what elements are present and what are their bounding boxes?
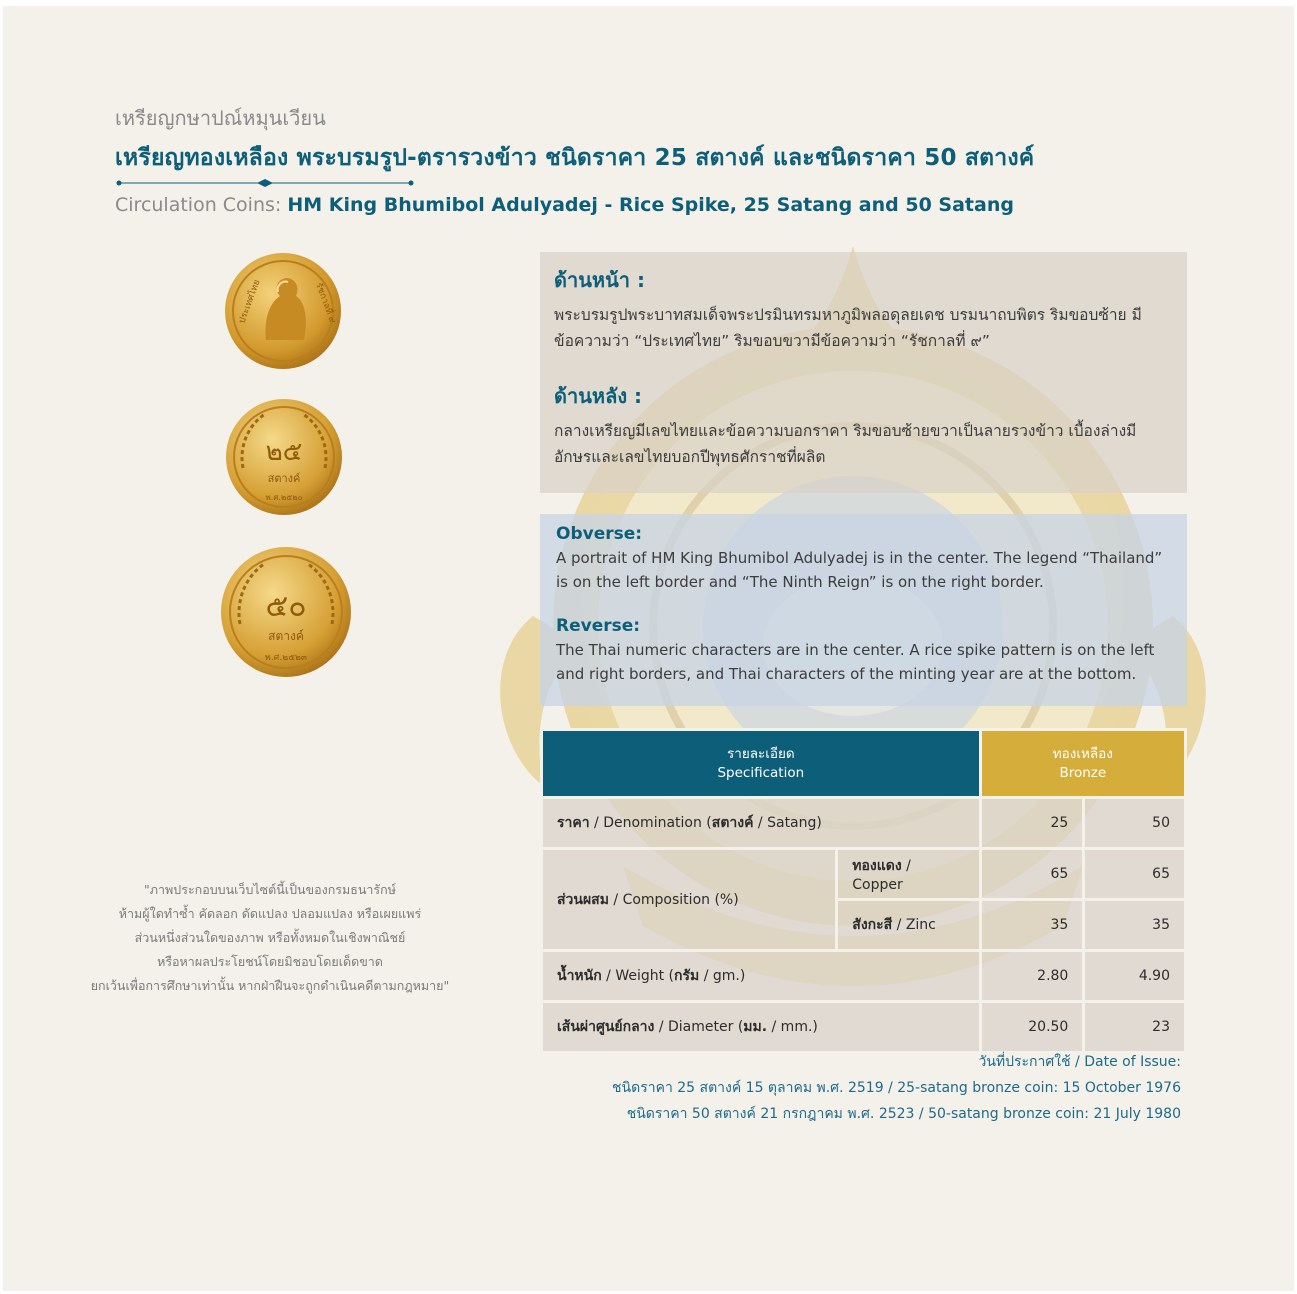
obverse-text-english: A portrait of HM King Bhumibol Adulyadej is in the center. The legend “Thailand” is on the left border and “The Ninth Reign” is on the right border. xyxy=(556,549,1163,591)
obverse-heading-english: Obverse: xyxy=(556,524,643,544)
weight-label: น้ำหนัก / Weight (กรัม / gm.) xyxy=(542,951,981,1002)
zinc-label: สังกะสี / Zinc xyxy=(837,900,980,951)
ornamental-divider xyxy=(115,178,415,188)
coin-50-satang-reverse-image xyxy=(220,546,352,678)
diameter-label: เส้นผ่าศูนย์กลาง / Diameter (มม. / mm.) xyxy=(542,1002,981,1053)
page-title-english xyxy=(115,194,1014,216)
date-of-issue xyxy=(612,1049,1181,1127)
table-row xyxy=(542,798,1186,849)
copyright-line: ส่วนหนึ่งส่วนใดของภาพ หรือทั้งหมดในเชิงพาณิชย์ xyxy=(134,930,406,945)
copper-value-25: 65 xyxy=(980,849,1084,900)
denomination-value-50: 50 xyxy=(1084,798,1186,849)
obverse-heading-thai: ด้านหน้า : xyxy=(554,268,645,292)
header-bronze xyxy=(980,730,1185,798)
date-of-issue-50: ชนิดราคา 50 สตางค์ 21 กรกฎาคม พ.ศ. 2523 / 50-satang bronze coin: 21 July 1980 xyxy=(626,1106,1181,1122)
composition-label: ส่วนผสม / Composition (%) xyxy=(542,849,837,951)
copyright-line: ห้ามผู้ใดทำซ้ำ คัดลอก ดัดแปลง ปลอมแปลง หรือเผยแพร่ xyxy=(118,906,422,921)
copyright-line: ยกเว้นเพื่อการศึกษาเท่านั้น หากฝ่าฝืนจะถูกดำเนินคดีตามกฎหมาย" xyxy=(90,978,450,993)
header-material-english: Bronze xyxy=(1059,764,1107,781)
title-en-prefix: Circulation Coins: xyxy=(115,194,288,216)
page xyxy=(3,6,1294,1291)
coin-25-year: พ.ศ.๒๕๒๐ xyxy=(265,493,303,502)
coin-legend-right: รัชกาลที่ ๙ xyxy=(313,281,338,325)
table-header-row xyxy=(542,730,1186,798)
category-subtitle: เหรียญกษาปณ์หมุนเวียน xyxy=(115,106,326,130)
weight-value-25: 2.80 xyxy=(980,951,1084,1002)
page-title-thai: เหรียญทองเหลือง พระบรมรูป-ตรารวงข้าว ชนิดราคา 25 สตางค์ และชนิดราคา 50 สตางค์ xyxy=(115,145,1035,171)
table-row xyxy=(542,849,1186,900)
zinc-value-25: 35 xyxy=(980,900,1084,951)
table-row xyxy=(542,951,1186,1002)
reverse-heading-thai: ด้านหลัง : xyxy=(554,384,643,408)
header xyxy=(115,102,1115,176)
description-english-panel xyxy=(540,514,1187,706)
header-spec-english: Specification xyxy=(717,764,805,781)
title-en-main: HM King Bhumibol Adulyadej - Rice Spike, 25 Satang and 50 Satang xyxy=(287,194,1014,216)
coin-50-year: พ.ศ.๒๕๒๓ xyxy=(264,653,308,663)
header-material-thai: ทองเหลือง xyxy=(1052,745,1113,762)
reverse-heading-english: Reverse: xyxy=(556,616,641,636)
coin-25-numeral: ๒๕ xyxy=(265,437,303,467)
specification-table xyxy=(540,728,1187,1054)
table-row xyxy=(542,1002,1186,1053)
copyright-notice xyxy=(65,878,475,998)
copyright-line: "ภาพประกอบบนเว็บไซต์นี้เป็นของกรมธนารักษ์ xyxy=(144,882,396,897)
copyright-line: หรือหาผลประโยชน์โดยมิชอบโดยเด็ดขาด xyxy=(157,954,383,969)
coin-25-satang-reverse-image xyxy=(225,398,343,516)
copper-value-50: 65 xyxy=(1084,849,1186,900)
header-spec-thai: รายละเอียด xyxy=(727,745,795,762)
date-of-issue-25: ชนิดราคา 25 สตางค์ 15 ตุลาคม พ.ศ. 2519 / 25-satang bronze coin: 15 October 1976 xyxy=(612,1080,1181,1096)
diameter-value-25: 20.50 xyxy=(980,1002,1084,1053)
coin-25-unit: สตางค์ xyxy=(267,472,301,485)
obverse-text-thai: พระบรมรูปพระบาทสมเด็จพระปรมินทรมหาภูมิพลอดุลยเดช บรมนาถบพิตร ริมขอบซ้าย มีข้อความว่า “ประเทศไทย” ริมขอบขวามีข้อความว่า “รัชกาลที่ ๙” xyxy=(554,306,1142,350)
denomination-label: ราคา / Denomination (สตางค์ / Satang) xyxy=(542,798,981,849)
denomination-value-25: 25 xyxy=(980,798,1084,849)
reverse-text-thai: กลางเหรียญมีเลขไทยและข้อความบอกราคา ริมขอบซ้ายขวาเป็นลายรวงข้าว เบื้องล่างมีอักษรและเลขไทยบอกปีพุทธศักราชที่ผลิต xyxy=(554,422,1137,466)
coin-legend-left: ประเทศไทย xyxy=(237,278,263,326)
coin-50-unit: สตางค์ xyxy=(268,629,304,643)
diameter-value-50: 23 xyxy=(1084,1002,1186,1053)
copper-label: ทองแดง / Copper xyxy=(837,849,980,900)
reverse-text-english: The Thai numeric characters are in the center. A rice spike pattern is on the left and right borders, and Thai characters of the minting year are at the bottom. xyxy=(556,641,1155,683)
description-thai-panel xyxy=(540,252,1187,493)
weight-value-50: 4.90 xyxy=(1084,951,1186,1002)
coin-50-numeral: ๕๐ xyxy=(265,589,307,624)
date-of-issue-label: วันที่ประกาศใช้ / Date of Issue: xyxy=(978,1054,1181,1070)
coin-obverse-image xyxy=(224,252,342,370)
header-specification xyxy=(542,730,981,798)
zinc-value-50: 35 xyxy=(1084,900,1186,951)
